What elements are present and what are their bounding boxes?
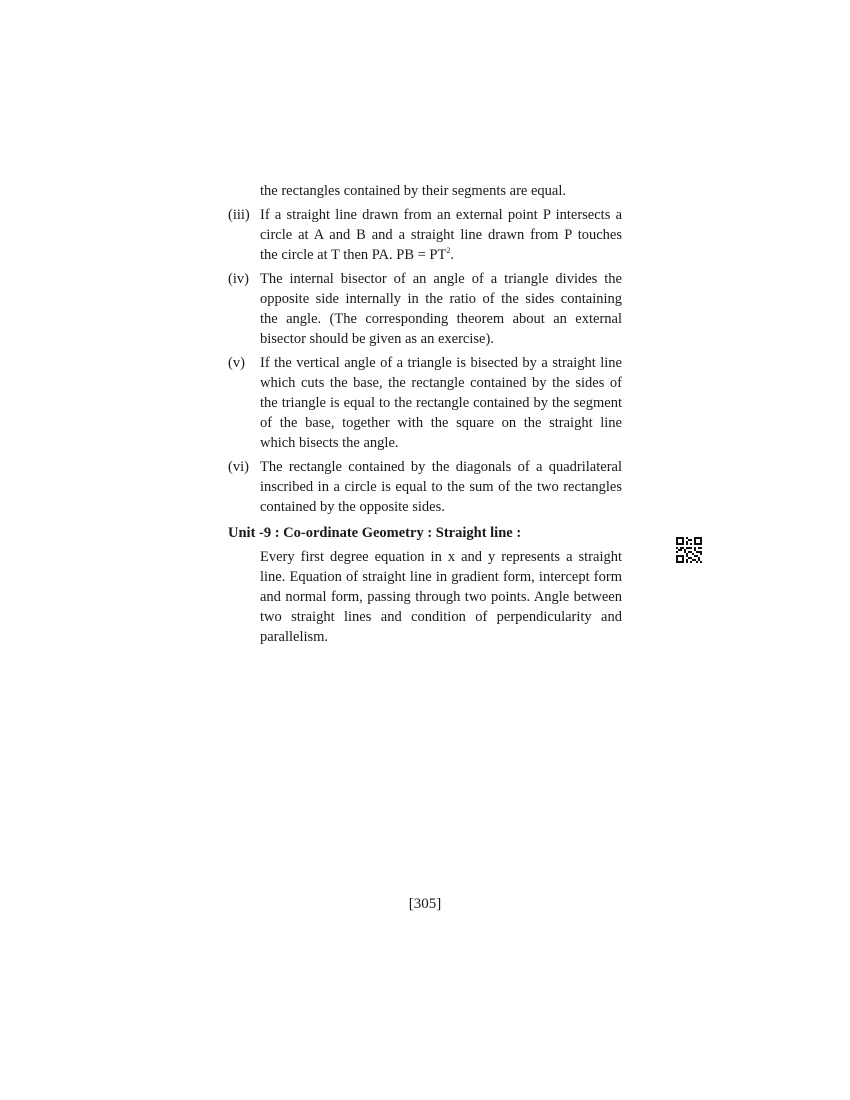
item-text <box>260 457 622 517</box>
page-content <box>228 181 622 647</box>
item-line: which bisects the angle. <box>260 435 399 451</box>
item-line: The internal bisector of an angle of a triangle divides the <box>260 271 622 287</box>
item-line: opposite side internally in the ratio of the sides containing <box>260 291 622 307</box>
item-line: inscribed in a circle is equal to the sum of the two rectangles <box>260 479 622 495</box>
item-number: (v) <box>228 355 245 371</box>
item-line: If the vertical angle of a triangle is bisected by a straight line <box>260 355 622 371</box>
item-line-text: the circle at T then PA. PB = PT <box>260 247 447 263</box>
item-line: If a straight line drawn from an external point P intersects a <box>260 207 622 223</box>
list-item-vi <box>228 457 622 517</box>
item-line: contained by the opposite sides. <box>260 499 445 515</box>
paragraph-line: line. Equation of straight line in gradient form, intercept form <box>260 569 622 585</box>
item-line <box>260 245 622 265</box>
item-number: (iii) <box>228 207 250 223</box>
unit-heading: Unit -9 : Co-ordinate Geometry : Straight line : <box>228 525 522 541</box>
item-line: the angle. (The corresponding theorem about an external <box>260 311 622 327</box>
item-text <box>260 353 622 453</box>
item-line: which cuts the base, the rectangle contained by the sides of <box>260 375 622 391</box>
item-line: of the base, together with the square on the straight line <box>260 415 622 431</box>
list-item-iv <box>228 269 622 349</box>
superscript: 2 <box>446 246 451 256</box>
item-number: (iv) <box>228 271 249 287</box>
paragraph-line: and normal form, passing through two points. Angle between <box>260 589 622 605</box>
item-line: circle at A and B and a straight line drawn from P touches <box>260 227 622 243</box>
paragraph-line: Every first degree equation in x and y represents a straight <box>260 549 622 565</box>
paragraph-line: two straight lines and condition of perpendicularity and <box>260 609 622 625</box>
unit-paragraph <box>228 547 622 647</box>
item-line: bisector should be given as an exercise). <box>260 331 494 347</box>
paragraph-line: parallelism. <box>260 629 329 645</box>
item-number: (vi) <box>228 459 249 475</box>
page-number: [305] <box>408 896 442 912</box>
list-item-iii <box>228 205 622 265</box>
list-item-v <box>228 353 622 453</box>
item-text <box>260 269 622 349</box>
item-line: the triangle is equal to the rectangle contained by the segment <box>260 395 622 411</box>
item-line: The rectangle contained by the diagonals of a quadrilateral <box>260 459 622 475</box>
continuation-line: the rectangles contained by their segments are equal. <box>260 183 566 199</box>
qr-code-icon <box>676 537 702 563</box>
item-line-tail: . <box>450 247 454 263</box>
item-text <box>260 205 622 265</box>
